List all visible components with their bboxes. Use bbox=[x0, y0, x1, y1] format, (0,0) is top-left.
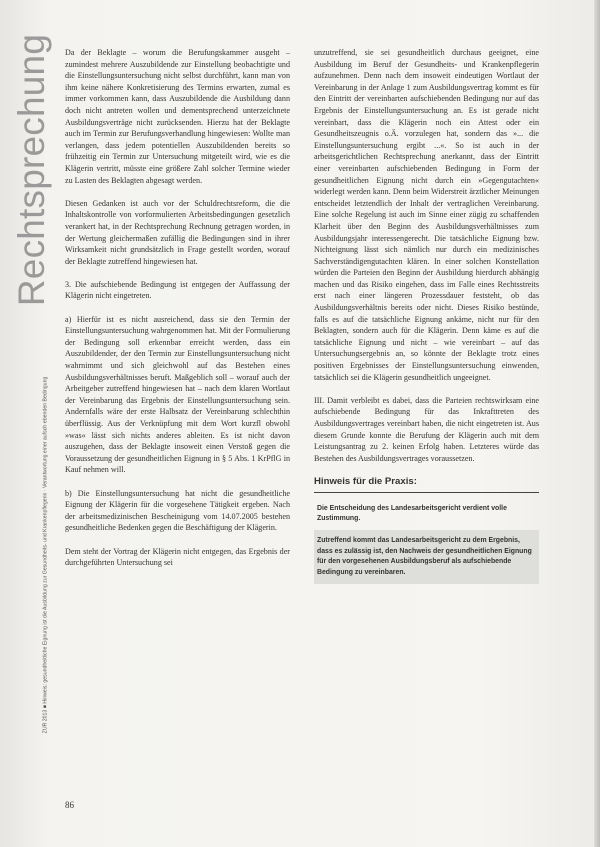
left-paragraph: Dem steht der Vortrag der Klägerin nicht entgegen, das Ergebnis der durchgeführten Untersuchung sei bbox=[65, 546, 290, 568]
left-paragraph: Diesen Gedanken ist auch vor der Schuldrechtsreform, die die Inhaltskontrolle von vorformulierten Arbeitsbedingungen gesetzlich verankert hat, in der Rechtsprechung Rechnung getragen worden, in der Wertung gleichermaßen zufällig die Bedingungen sind in ihrer Wirksamkeit nicht grundsätzlich in Frage gestellt worden, worauf der Beklagte zutreffend hingewiesen hat. bbox=[65, 198, 290, 266]
left-column bbox=[65, 47, 290, 580]
side-citation bbox=[35, 320, 55, 790]
left-paragraph: 3. Die aufschiebende Bedingung ist entgegen der Auffassung der Klägerin nicht eingetreten. bbox=[65, 279, 290, 301]
practice-box bbox=[314, 476, 539, 584]
page-number: 86 bbox=[65, 800, 74, 810]
section-title-text: Rechtsprechung bbox=[11, 33, 52, 307]
right-column bbox=[314, 47, 539, 584]
practice-heading: Hinweis für die Praxis: bbox=[314, 476, 539, 493]
side-citation-text: ZUR 2013 ■ Hinweis: gesundheitliche Eignung ist die Ausbildung zur Gesundheits- und Krankenpflegerin · Verantwortung einer aufsch·ebenden Bedingung bbox=[42, 376, 48, 734]
practice-body bbox=[314, 498, 539, 584]
left-paragraph: b) Die Einstellungsuntersuchung hat nicht die gesundheitliche Eignung der Klägerin für die vorgesehene Tätigkeit ergeben. Nach der arbeitsmedizinischen Bescheinigung vom 14.07.2005 bestehen gesundheitliche Bedenken gegen die Beschäftigung der Klägerin. bbox=[65, 488, 290, 533]
left-paragraph: a) Hierfür ist es nicht ausreichend, dass sie den Termin der Einstellungsuntersuchung wahrgenommen hat. Mit der Formulierung der Bedingung soll erkennbar erreicht werden, dass ein Auszubildender, der den Termin zur Einstellungsuntersuchung nicht wahrnimmt und sich gleichwohl auf das Bestehen eines Ausbildungsverhältnisses beruft. Maßgeblich soll – worauf auch der Arbeitgeber zutreffend hingewiesen hat – nach dem klaren Wortlaut der Vereinbarung das Ergebnis der Einstellungsuntersuchung sein. Andernfalls wäre der erste Halbsatz der Vereinbarung schlechthin überflüssig. Aus der Verknüpfung mit dem Wort kurzfl obwohl »was« lässt sich nichts anderes ableiten. Es ist nicht davon auszugehen, dass der Beklagte insoweit einen Verstoß gegen die Voraussetzung der gesundheitlichen Eignung in § 5 Abs. 1 KrPflG in Kauf nehmen will. bbox=[65, 314, 290, 475]
right-paragraph: III. Damit verbleibt es dabei, dass die Parteien rechtswirksam eine aufschiebende Bedingung für das Inkrafttreten des Ausbildungsvertrages vereinbart haben, die nicht eingetreten ist. Aus diesem Grunde konnte die Berufung der Klägerin auch mit dem Leistungsantrag zu 2. keinen Erfolg haben. Letzteres würde das Bestehen des Ausbildungsvertrages voraussetzen. bbox=[314, 395, 539, 463]
left-paragraph: Da der Beklagte – worum die Berufungskammer ausgeht – zumindest mehrere Auszubildende zur Einstellung beobachtigte und die Einstellungsuntersuchung nicht selbst durchführt, kann man von ihm keine nähere Konkretisierung des Termins erwarten, zumal es immer vorkommen kann, dass Auszubildende die Ausbildung dann doch nicht antreten wollen und dementsprechend unterzeichnete Ausbildungsverträge nicht zurücksenden. Hierzu hat der Beklagte auch im Termin zur Berufungsverhandlung hingewiesen: Wollte man verlangen, dass jedem potentiellen Auszubildenden bereits so frühzeitig ein Termin zur Untersuchung mitgeteilt wird, wie es die Klägerin vertritt, müsste eine größere Zahl solcher Termine wieder zu Lasten des Beklagten abgesagt werden. bbox=[65, 48, 290, 185]
section-title bbox=[6, 33, 58, 307]
practice-paragraph: Die Entscheidung des Landesarbeitsgericht verdient volle Zustimmung. bbox=[317, 504, 507, 522]
right-paragraph: unzutreffend, sie sei gesundheitlich durchaus geeignet, eine Ausbildung im Beruf der Gesundheits- und Krankenpflegerin aufzunehmen. Denn nach dem insoweit eindeutigen Wortlaut der Vereinbarung in der Anlage 1 zum Ausbildungsvertrag kommt es für den Eintritt der vereinbarten aufschiebenden Bedingung nur auf das Ergebnis der Einstellungsuntersuchung an. Es ist gerade nicht vereinbart, dass die Klägerin noch ein Attest oder ein Gesundheitszeugnis o.Ä. vorzulegen hat, sondern das »... die Einstellungsuntersuchung ergibt ...«. So ist auch in der arbeitsgerichtlichen Rechtsprechung anerkannt, dass der Eintritt einer vereinbarten aufschiebenden Bedingung in Form der gesundheitlichen Eignung nicht durch ein »Gegengutachten« widerlegt werden kann. Denn beim Widerstreit ärztlicher Meinungen entscheidet letztendlich der Inhalt der vertraglichen Vereinbarung. Eine solche Regelung ist auch im Sinne einer zügig zu schaffenden Klarheit über den Beginn des Ausbildungsverhältnisses zum Ausbildungsjahr interessengerecht. Die tatsächliche Eignung bzw. Nichteignung lässt sich nämlich nur durch ein medizinisches Sachverständigengutachten klären. In einer solchen Konstellation würden die Parteien den Beginn der Ausbildung hierdurch abhängig machen und das Risiko eingehen, dass im Falle eines Rechtsstreits erst nach einer längeren Prozessdauer feststeht, ob das Ausbildungsverhältnis bereits oder nicht. Dieses Risiko bestünde, falls es auf die tatsächliche Eignung ankäme, nicht nur für den Beklagten, sondern auch für die Klägerin. Denn käme es auf die tatsächliche Eignung und nicht – wie vereinbart – auf das Untersuchungsergebnis an, so könnte der Beklagte trotz eines positiven Ergebnisses der Einstellungsuntersuchung einwenden, tatsächlich sei die Klägerin gesundheitlich ungeeignet. bbox=[314, 48, 539, 382]
practice-paragraph-highlighted: Zutreffend kommt das Landesarbeitsgericht zu dem Ergebnis, dass es zulässig ist, den Nachweis der gesundheitlichen Eignung für den vorgesehenen Ausbildungsberuf als aufschiebende Bedingung zu vereinbaren. bbox=[314, 530, 539, 584]
page-edge-shadow bbox=[594, 0, 600, 847]
